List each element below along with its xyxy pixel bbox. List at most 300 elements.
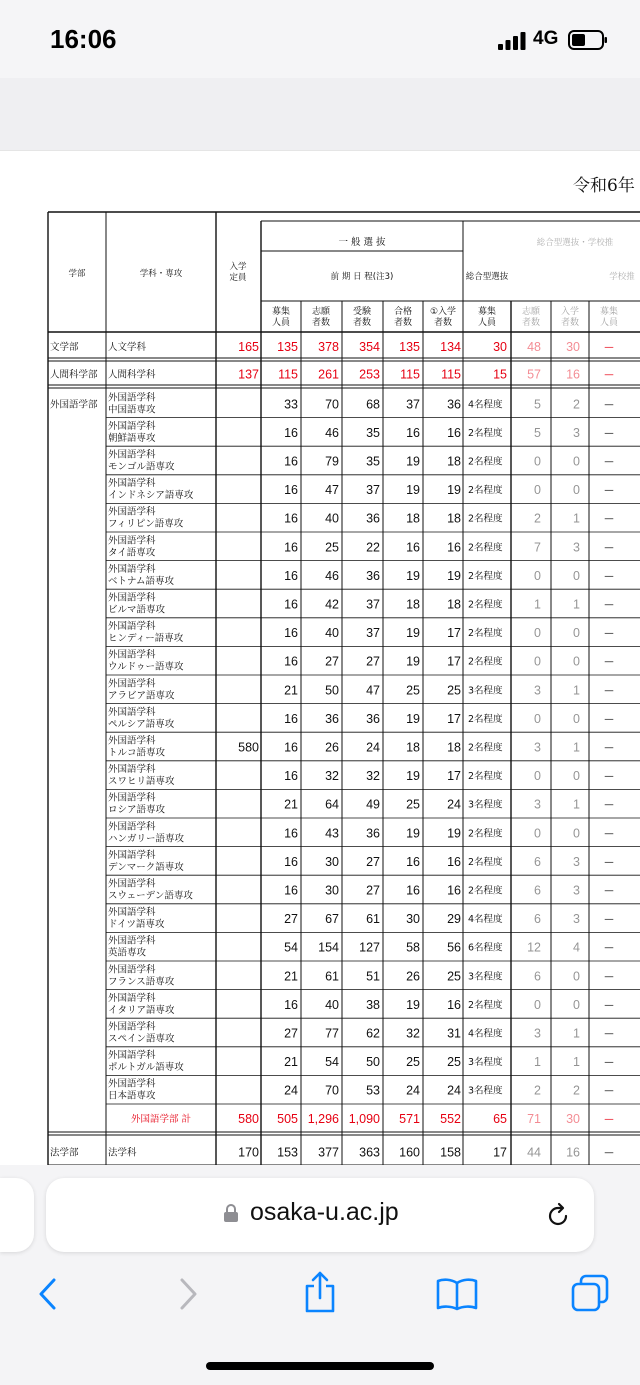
count-value: 32 <box>325 769 339 784</box>
count-value: 24 <box>406 1083 420 1098</box>
header-comprehensive: 総合型選抜 <box>465 272 509 282</box>
subtotal-value: 505 <box>277 1112 298 1126</box>
count-value: 127 <box>359 940 380 955</box>
count-value: 16 <box>284 568 298 583</box>
count-value: 16 <box>447 854 461 869</box>
subtotal-value: 1,296 <box>307 1112 339 1126</box>
major-specialty: スペイン語専攻 <box>108 1033 175 1045</box>
count-value: 16 <box>406 883 420 898</box>
major-name: 外国語学科 <box>108 678 156 690</box>
dash-value: — <box>604 628 614 640</box>
count-value: 32 <box>406 1026 420 1041</box>
count-value: 16 <box>447 425 461 440</box>
major-name: 外国語学科 <box>108 964 156 976</box>
dash-value: — <box>604 342 614 353</box>
count-value: 2 <box>573 1083 580 1098</box>
count-value: 0 <box>534 826 541 841</box>
comprehensive-quota: 2名程度 <box>468 771 503 783</box>
count-value: 1 <box>534 1055 541 1070</box>
subtotal-capacity: 580 <box>238 1112 259 1126</box>
count-value: 67 <box>325 912 339 927</box>
major-specialty: フランス語専攻 <box>108 976 175 988</box>
count-value: 16 <box>284 883 298 898</box>
count-value: 24 <box>447 797 461 812</box>
dash-value: — <box>604 570 614 582</box>
count-value: 153 <box>277 1145 298 1160</box>
major-specialty: デンマーク語専攻 <box>108 861 184 873</box>
dash-value: — <box>604 885 614 897</box>
count-value: 1 <box>573 597 580 612</box>
count-value: 36 <box>325 711 339 726</box>
address-bar[interactable] <box>46 1178 594 1252</box>
dash-value: — <box>604 513 614 525</box>
header-general-selection: 一 般 選 抜 <box>338 237 386 248</box>
count-value: 1 <box>573 1026 580 1041</box>
header-col-0: 募集 <box>271 307 291 317</box>
count-value: 0 <box>534 483 541 498</box>
count-value: 158 <box>440 1145 461 1160</box>
count-value: 16 <box>447 540 461 555</box>
major-name: 外国語学科 <box>108 1021 156 1033</box>
count-value: 18 <box>406 597 420 612</box>
header-major: 学科・専攻 <box>139 269 183 279</box>
major-specialty: ウルドゥー語専攻 <box>108 661 184 673</box>
count-value: 378 <box>318 340 339 354</box>
count-value: 77 <box>325 1026 339 1041</box>
count-value: 6 <box>534 883 541 898</box>
count-value: 36 <box>447 397 461 412</box>
count-value: 27 <box>366 654 380 669</box>
count-value: 24 <box>284 1083 298 1098</box>
count-value: 24 <box>447 1083 461 1098</box>
count-value: 3 <box>573 425 580 440</box>
count-value: 64 <box>325 797 339 812</box>
major-name: 外国語学科 <box>108 649 156 661</box>
major-specialty: ビルマ語専攻 <box>108 604 166 616</box>
count-value: 16 <box>284 711 298 726</box>
count-value: 2 <box>534 1083 541 1098</box>
count-value: 32 <box>366 769 380 784</box>
subtotal-value: 30 <box>566 1112 580 1126</box>
count-value: 16 <box>284 826 298 841</box>
major-name: 外国語学科 <box>108 621 156 633</box>
count-value: 61 <box>325 969 339 984</box>
major-name: 外国語学科 <box>108 420 156 432</box>
subtotal-label: 外国語学部 計 <box>130 1114 192 1125</box>
dash-value: — <box>604 742 614 754</box>
dash-value: — <box>604 456 614 468</box>
count-value: 16 <box>284 540 298 555</box>
battery-icon <box>568 30 608 50</box>
count-value: 25 <box>447 683 461 698</box>
major-name: 外国語学科 <box>108 592 156 604</box>
header-col-6: 志願 <box>521 307 541 317</box>
faculty-name: 外国語学部 <box>50 399 98 411</box>
count-value: 26 <box>325 740 339 755</box>
dash-value: — <box>604 771 614 783</box>
dash-value: — <box>604 399 614 411</box>
count-value: 35 <box>366 425 380 440</box>
previous-tab-peek[interactable] <box>0 1178 34 1252</box>
count-value: 6 <box>534 912 541 927</box>
count-value: 261 <box>318 367 339 382</box>
count-value: 16 <box>284 454 298 469</box>
major-name: 外国語学科 <box>108 935 156 947</box>
dash-value: — <box>604 542 614 554</box>
count-value: 27 <box>366 854 380 869</box>
count-value: 25 <box>447 1055 461 1070</box>
count-value: 6 <box>534 854 541 869</box>
count-value: 24 <box>366 740 380 755</box>
count-value: 25 <box>406 683 420 698</box>
comprehensive-quota: 3名程度 <box>468 799 503 811</box>
count-value: 37 <box>366 597 380 612</box>
count-value: 50 <box>325 683 339 698</box>
faculty-name: 文学部 <box>50 342 79 353</box>
count-value: 19 <box>406 997 420 1012</box>
major-specialty: スワヒリ語専攻 <box>108 776 175 788</box>
count-value: 37 <box>406 397 420 412</box>
bookmarks-icon[interactable] <box>436 1276 478 1312</box>
count-value: 16 <box>284 511 298 526</box>
count-value: 30 <box>406 912 420 927</box>
major-specialty: ドイツ語専攻 <box>108 919 165 931</box>
count-value: 27 <box>284 912 298 927</box>
count-value: 40 <box>325 511 339 526</box>
count-value: 1 <box>573 797 580 812</box>
count-value: 12 <box>527 940 541 955</box>
count-value: 25 <box>406 797 420 812</box>
capacity-value: 165 <box>238 340 259 354</box>
count-value: 18 <box>447 511 461 526</box>
header-school-recommendation: 学校推 <box>609 272 635 282</box>
count-value: 46 <box>325 425 339 440</box>
dash-value: — <box>604 1085 614 1097</box>
comprehensive-quota: 2名程度 <box>468 599 503 611</box>
dash-value: — <box>604 1057 614 1069</box>
count-value: 115 <box>400 367 420 382</box>
comprehensive-quota: 3名程度 <box>468 1085 503 1097</box>
major-name: 外国語学科 <box>108 735 156 747</box>
count-value: 0 <box>534 711 541 726</box>
dash-value: — <box>604 856 614 868</box>
major-name: 外国語学科 <box>108 392 156 404</box>
count-value: 115 <box>278 367 298 382</box>
header-col-5: 募集 <box>477 307 497 317</box>
count-value: 16 <box>406 425 420 440</box>
header-col-7: 者数 <box>560 318 580 328</box>
count-value: 44 <box>527 1145 541 1160</box>
comprehensive-quota: 30 <box>493 340 507 354</box>
count-value: 51 <box>366 969 380 984</box>
count-value: 0 <box>573 769 580 784</box>
dash-value: — <box>604 1114 614 1125</box>
count-value: 43 <box>325 826 339 841</box>
major-specialty: ハンガリー語専攻 <box>108 833 185 845</box>
major-name: 外国語学科 <box>108 849 156 861</box>
header-col-4: 者数 <box>433 318 453 328</box>
pdf-document-view[interactable] <box>0 150 640 1166</box>
major-specialty: イタリア語専攻 <box>108 1004 175 1016</box>
count-value: 18 <box>447 454 461 469</box>
major-specialty: モンゴル語専攻 <box>108 461 175 473</box>
major-specialty: 朝鮮語専攻 <box>108 432 156 444</box>
major-name: 外国語学科 <box>108 478 156 490</box>
count-value: 1 <box>534 597 541 612</box>
major-name: 外国語学科 <box>108 792 156 804</box>
count-value: 19 <box>406 483 420 498</box>
count-value: 17 <box>447 711 461 726</box>
count-value: 17 <box>447 654 461 669</box>
header-capacity: 定員 <box>229 273 247 283</box>
count-value: 16 <box>284 597 298 612</box>
count-value: 53 <box>366 1083 380 1098</box>
dash-value: — <box>604 971 614 983</box>
status-bar <box>0 0 640 78</box>
count-value: 36 <box>366 511 380 526</box>
count-value: 35 <box>366 454 380 469</box>
count-value: 47 <box>325 483 339 498</box>
major-name: 人文学科 <box>108 342 147 353</box>
dash-value: — <box>604 485 614 497</box>
count-value: 17 <box>493 1145 507 1160</box>
comprehensive-quota: 2名程度 <box>468 885 503 897</box>
major-specialty: アラビア語専攻 <box>108 690 175 702</box>
count-value: 377 <box>318 1145 339 1160</box>
comprehensive-quota: 2名程度 <box>468 713 503 725</box>
count-value: 0 <box>573 626 580 641</box>
count-value: 36 <box>366 826 380 841</box>
header-col-3: 合格 <box>393 307 413 317</box>
count-value: 363 <box>359 1145 380 1160</box>
count-value: 3 <box>534 1026 541 1041</box>
major-name: 外国語学科 <box>108 706 156 718</box>
count-value: 19 <box>406 769 420 784</box>
count-value: 19 <box>447 483 461 498</box>
count-value: 19 <box>406 568 420 583</box>
comprehensive-quota: 3名程度 <box>468 1057 503 1069</box>
count-value: 46 <box>325 568 339 583</box>
count-value: 21 <box>284 683 298 698</box>
count-value: 56 <box>447 940 461 955</box>
count-value: 135 <box>399 340 420 354</box>
subtotal-value: 65 <box>493 1112 507 1126</box>
count-value: 29 <box>447 912 461 927</box>
count-value: 2 <box>534 511 541 526</box>
count-value: 19 <box>447 568 461 583</box>
count-value: 16 <box>284 654 298 669</box>
count-value: 70 <box>325 1083 339 1098</box>
count-value: 61 <box>366 912 380 927</box>
count-value: 19 <box>406 654 420 669</box>
comprehensive-quota: 2名程度 <box>468 570 503 582</box>
major-name: 外国語学科 <box>108 878 156 890</box>
major-specialty: ヒンディー語専攻 <box>108 633 184 645</box>
dash-value: — <box>604 914 614 926</box>
major-name: 外国語学科 <box>108 992 156 1004</box>
dash-value: — <box>604 828 614 840</box>
count-value: 3 <box>573 883 580 898</box>
count-value: 154 <box>318 940 339 955</box>
count-value: 0 <box>534 568 541 583</box>
major-name: 外国語学科 <box>108 535 156 547</box>
count-value: 16 <box>406 854 420 869</box>
count-value: 2 <box>573 397 580 412</box>
header-col-5: 人員 <box>477 318 497 328</box>
count-value: 36 <box>366 711 380 726</box>
count-value: 68 <box>366 397 380 412</box>
comprehensive-quota: 2名程度 <box>468 999 503 1011</box>
share-icon[interactable] <box>302 1270 338 1314</box>
page-top-margin <box>0 78 640 150</box>
dash-value: — <box>604 369 614 381</box>
count-value: 54 <box>284 940 298 955</box>
count-value: 3 <box>534 797 541 812</box>
count-value: 30 <box>325 883 339 898</box>
major-specialty: ベトナム語専攻 <box>108 575 175 587</box>
subtotal-value: 552 <box>440 1112 461 1126</box>
count-value: 16 <box>284 997 298 1012</box>
lock-icon <box>224 1204 238 1222</box>
home-indicator <box>206 1362 434 1370</box>
count-value: 16 <box>566 367 580 382</box>
header-capacity: 入学 <box>229 262 247 272</box>
faculty-name: 法学部 <box>50 1147 79 1159</box>
count-value: 16 <box>284 626 298 641</box>
major-name: 外国語学科 <box>108 506 156 518</box>
count-value: 1 <box>573 511 580 526</box>
count-value: 0 <box>534 454 541 469</box>
dash-value: — <box>604 999 614 1011</box>
document-year-label: 令和6年 <box>573 176 635 196</box>
count-value: 1 <box>573 1055 580 1070</box>
header-col-2: 者数 <box>352 318 372 328</box>
comprehensive-quota: 3名程度 <box>468 685 503 697</box>
dash-value: — <box>604 656 614 668</box>
comprehensive-quota: 2名程度 <box>468 628 503 640</box>
dash-value: — <box>604 599 614 611</box>
count-value: 16 <box>447 883 461 898</box>
capacity-value: 170 <box>238 1145 259 1160</box>
capacity-value: 580 <box>238 740 259 755</box>
major-specialty: ポルトガル語専攻 <box>108 1062 184 1074</box>
count-value: 37 <box>366 483 380 498</box>
count-value: 5 <box>534 425 541 440</box>
count-value: 0 <box>573 711 580 726</box>
count-value: 25 <box>325 540 339 555</box>
count-value: 0 <box>573 997 580 1012</box>
count-value: 62 <box>366 1026 380 1041</box>
count-value: 17 <box>447 769 461 784</box>
count-value: 18 <box>406 740 420 755</box>
count-value: 27 <box>284 1026 298 1041</box>
count-value: 16 <box>284 769 298 784</box>
count-value: 3 <box>573 854 580 869</box>
faculty-name: 人間科学部 <box>50 369 98 381</box>
count-value: 18 <box>406 511 420 526</box>
header-col-7: 入学 <box>560 307 580 317</box>
count-value: 37 <box>366 626 380 641</box>
comprehensive-quota: 2名程度 <box>468 828 503 840</box>
count-value: 19 <box>406 826 420 841</box>
count-value: 16 <box>284 483 298 498</box>
count-value: 47 <box>366 683 380 698</box>
major-name: 外国語学科 <box>108 907 156 919</box>
count-value: 7 <box>534 540 541 555</box>
reload-icon[interactable] <box>546 1202 570 1228</box>
count-value: 3 <box>573 540 580 555</box>
count-value: 115 <box>441 367 461 382</box>
count-value: 26 <box>406 969 420 984</box>
count-value: 25 <box>406 1055 420 1070</box>
admissions-table <box>0 151 640 1166</box>
count-value: 48 <box>527 340 541 354</box>
comprehensive-quota: 4名程度 <box>468 399 503 411</box>
count-value: 27 <box>366 883 380 898</box>
subtotal-value: 1,090 <box>348 1112 380 1126</box>
major-name: 外国語学科 <box>108 563 156 575</box>
major-specialty: 日本語専攻 <box>108 1090 156 1102</box>
capacity-value: 137 <box>238 367 259 382</box>
count-value: 40 <box>325 626 339 641</box>
comprehensive-quota: 2名程度 <box>468 456 503 468</box>
comprehensive-quota: 2名程度 <box>468 542 503 554</box>
count-value: 4 <box>573 940 580 955</box>
count-value: 135 <box>277 340 298 354</box>
count-value: 253 <box>359 367 380 382</box>
count-value: 0 <box>573 454 580 469</box>
count-value: 27 <box>325 654 339 669</box>
subtotal-value: 71 <box>527 1112 541 1126</box>
count-value: 18 <box>447 597 461 612</box>
back-icon[interactable] <box>36 1276 60 1312</box>
count-value: 16 <box>284 740 298 755</box>
dash-value: — <box>604 1147 614 1159</box>
comprehensive-quota: 3名程度 <box>468 971 503 983</box>
count-value: 0 <box>573 654 580 669</box>
count-value: 79 <box>325 454 339 469</box>
count-value: 57 <box>527 367 541 382</box>
header-col-4: ①入学 <box>429 307 457 317</box>
major-specialty: 英語専攻 <box>108 947 147 959</box>
dash-value: — <box>604 942 614 954</box>
major-specialty: 中国語専攻 <box>108 404 156 416</box>
count-value: 25 <box>447 969 461 984</box>
comprehensive-quota: 2名程度 <box>468 742 503 754</box>
comprehensive-quota: 2名程度 <box>468 656 503 668</box>
dash-value: — <box>604 685 614 697</box>
comprehensive-quota: 2名程度 <box>468 856 503 868</box>
count-value: 6 <box>534 969 541 984</box>
major-specialty: インドネシア語専攻 <box>108 490 194 502</box>
comprehensive-quota: 2名程度 <box>468 513 503 525</box>
count-value: 0 <box>534 769 541 784</box>
count-value: 16 <box>284 425 298 440</box>
tabs-icon[interactable] <box>570 1273 610 1313</box>
header-col-2: 受験 <box>352 307 372 317</box>
major-name: 外国語学科 <box>108 449 156 461</box>
count-value: 0 <box>534 997 541 1012</box>
count-value: 19 <box>447 826 461 841</box>
major-name: 人間科学科 <box>108 369 156 381</box>
count-value: 21 <box>284 969 298 984</box>
header-first-term: 前 期 日 程(注3) <box>330 272 394 282</box>
status-time: 16:06 <box>50 24 117 54</box>
count-value: 54 <box>325 1055 339 1070</box>
forward-icon[interactable] <box>176 1276 200 1312</box>
count-value: 3 <box>534 683 541 698</box>
dash-value: — <box>604 713 614 725</box>
